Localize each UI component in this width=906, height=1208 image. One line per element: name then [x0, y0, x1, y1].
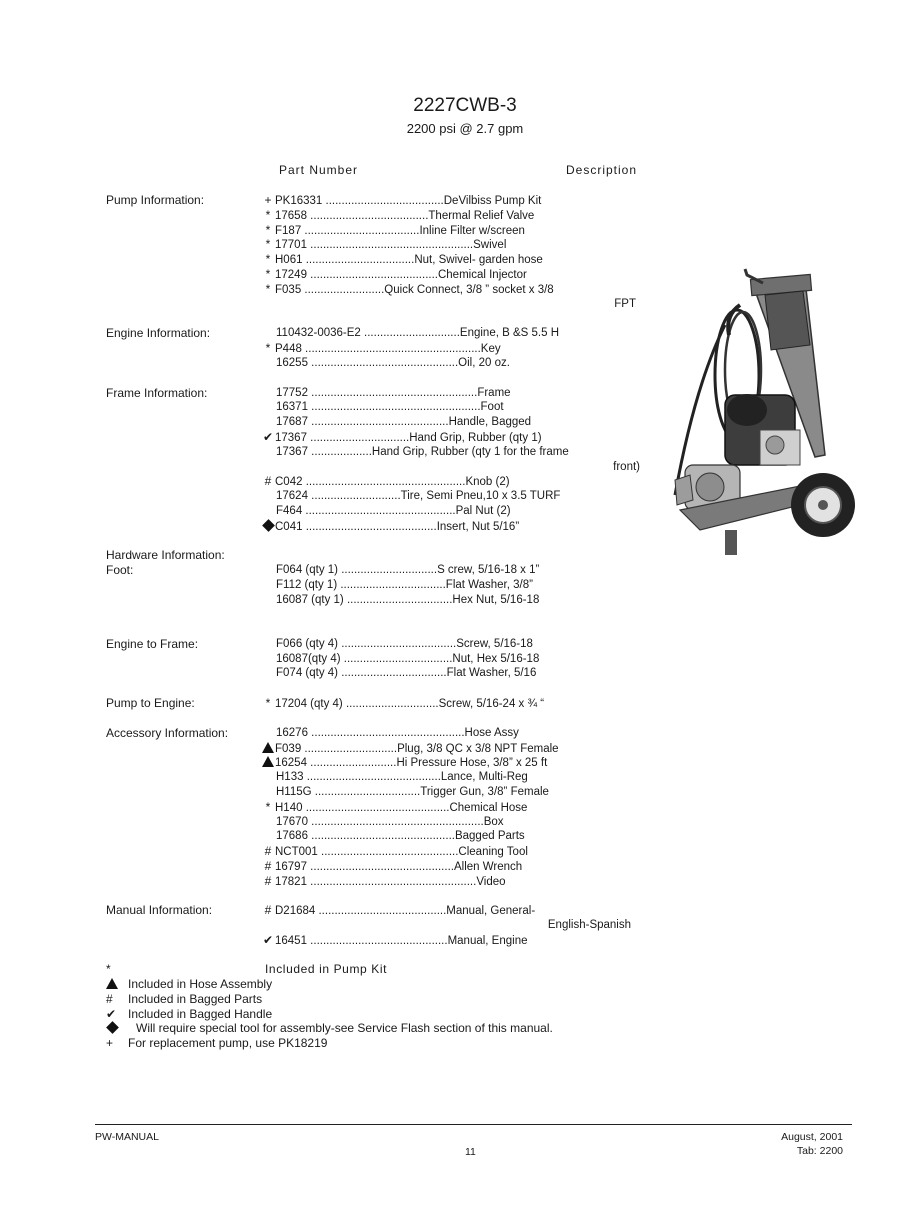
leader-dots: ........................................... — [317, 846, 459, 858]
part-row — [261, 755, 547, 770]
part-row — [261, 193, 541, 208]
leader-dots: .................................................... — [307, 387, 478, 399]
row-marker: # — [264, 874, 272, 888]
leader-dots: .................................................... — [306, 876, 477, 888]
section-label: Accessory Information: — [106, 726, 229, 740]
part-number: F112 (qty 1) — [276, 579, 338, 591]
part-description: Trigger Gun, 3/8” Female — [420, 786, 549, 798]
row-marker: # — [264, 859, 272, 873]
leader-dots: ................... — [307, 446, 372, 458]
part-number: 17670 — [276, 816, 308, 828]
part-row — [276, 445, 569, 460]
part-description: Foot — [480, 401, 504, 413]
part-description: Oil, 20 oz. — [458, 357, 510, 369]
legend-item — [106, 1036, 327, 1051]
page-title: 2227CWB-3 — [413, 95, 517, 116]
part-number: F064 (qty 1) — [276, 564, 338, 576]
part-description: English-Spanish — [547, 919, 631, 931]
row-marker: # — [264, 474, 272, 488]
part-row — [261, 696, 544, 711]
part-description: Manual, Engine — [447, 935, 528, 947]
part-number: 17821 — [275, 876, 307, 888]
leader-dots: ....................................................... — [301, 343, 481, 355]
leader-dots: .................................. — [302, 254, 415, 266]
part-description: Flat Washer, 3/8” — [445, 579, 533, 591]
part-row — [261, 519, 519, 534]
row-marker: * — [265, 800, 271, 814]
row-marker: * — [265, 696, 271, 710]
part-description: Swivel — [473, 239, 507, 251]
row-marker: * — [265, 282, 271, 296]
part-row — [276, 563, 539, 578]
triangle-icon — [262, 742, 274, 753]
section-label: Manual Information: — [106, 903, 213, 917]
part-description: Video — [476, 876, 506, 888]
leader-dots: ............................. — [301, 743, 398, 755]
part-row — [276, 593, 539, 608]
part-row — [261, 223, 525, 238]
leader-dots: ........................... — [306, 757, 397, 769]
section-label: Pump Information: — [106, 193, 205, 207]
part-description: Knob (2) — [465, 476, 510, 488]
part-description: Lance, Multi-Reg — [440, 771, 528, 783]
part-number: F039 — [275, 743, 302, 755]
leader-dots: ............................................. — [307, 830, 455, 842]
leader-dots: ................................. — [337, 579, 446, 591]
part-description: Thermal Relief Valve — [428, 210, 535, 222]
section-label: Engine Information: — [106, 326, 211, 340]
legend-text: For replacement pump, use PK18219 — [128, 1036, 328, 1050]
part-description: Nut, Swivel- garden hose — [414, 254, 543, 266]
row-marker: ✔ — [262, 933, 274, 947]
part-number: H115G — [276, 786, 312, 798]
legend-item — [106, 992, 262, 1007]
part-row — [261, 741, 559, 756]
row-marker: * — [265, 341, 271, 355]
leader-dots: ................................. — [311, 786, 421, 798]
leader-dots: ................................................... — [306, 239, 474, 251]
page-number: 11 — [465, 1146, 476, 1158]
part-description: Screw, 5/16-18 — [456, 638, 533, 650]
row-marker: + — [264, 193, 272, 207]
part-description: Chemical Hose — [449, 802, 528, 814]
footer-date: August, 2001 — [781, 1131, 843, 1143]
legend-item — [106, 1021, 553, 1036]
leader-dots: ............................ — [307, 490, 401, 502]
part-row — [261, 859, 522, 874]
part-row — [261, 237, 506, 252]
legend-marker — [106, 1021, 128, 1036]
leader-dots: ........................................ — [315, 905, 447, 917]
row-marker: * — [265, 267, 271, 281]
legend-marker: # — [106, 992, 113, 1006]
legend-text: Will require special tool for assembly-see Service Flash section of this manual. — [136, 1021, 553, 1035]
part-number: 17367 — [276, 446, 308, 458]
leader-dots: .......................................... — [303, 771, 441, 783]
part-description: Hi Pressure Hose, 3/8” x 25 ft — [396, 757, 548, 769]
part-number: D21684 — [275, 905, 316, 917]
leader-dots: ........................................... — [307, 416, 449, 428]
part-row — [261, 933, 528, 948]
part-row — [276, 815, 504, 830]
part-number: PK16331 — [275, 195, 323, 207]
part-row — [276, 785, 549, 800]
row-marker: # — [264, 903, 272, 917]
leader-dots: .................................. — [340, 653, 453, 665]
part-number: 16255 — [276, 357, 308, 369]
part-description: Frame — [477, 387, 511, 399]
part-number: 16276 — [276, 727, 308, 739]
leader-dots: ................................. — [343, 594, 453, 606]
legend-item — [106, 1007, 272, 1022]
part-description: S crew, 5/16-18 x 1” — [437, 564, 540, 576]
legend-marker: + — [106, 1036, 114, 1050]
legend-text: Included in Bagged Parts — [128, 992, 263, 1006]
part-row — [261, 208, 534, 223]
part-number: 16451 — [275, 935, 307, 947]
leader-dots: ............................. — [342, 698, 439, 710]
part-row — [276, 400, 504, 415]
leader-dots: .................................... — [301, 225, 420, 237]
part-row — [261, 341, 501, 356]
section-label: Pump to Engine: — [106, 696, 195, 710]
part-row — [261, 282, 554, 297]
section-label: Frame Information: — [106, 386, 208, 400]
part-number: 17249 — [275, 269, 307, 281]
part-number: P448 — [275, 343, 302, 355]
part-number: H140 — [275, 802, 303, 814]
legend-marker: ✔ — [106, 1007, 117, 1021]
part-number: 17752 — [276, 387, 308, 399]
section-label: Hardware Information: — [106, 548, 225, 562]
footer-tab: Tab: 2200 — [796, 1145, 843, 1157]
legend-text: Included in Pump Kit — [265, 962, 388, 976]
part-row — [261, 430, 542, 445]
leader-dots: ................................. — [338, 667, 447, 679]
part-row — [276, 356, 510, 371]
part-description: Allen Wrench — [453, 861, 523, 873]
row-marker: ✔ — [262, 430, 274, 444]
row-marker: * — [265, 252, 271, 266]
leader-dots: ........................................... — [306, 935, 448, 947]
part-description: Chemical Injector — [437, 269, 527, 281]
diamond-icon — [106, 1021, 119, 1034]
part-number: 17686 — [276, 830, 308, 842]
part-description: Inline Filter w/screen — [419, 225, 525, 237]
legend-item — [106, 977, 272, 992]
triangle-icon — [106, 978, 118, 989]
leader-dots: ..................................................... — [307, 401, 481, 413]
part-number: 16087 (qty 1) — [276, 594, 344, 606]
part-description: Hose Assy — [464, 727, 519, 739]
part-number: 17624 — [276, 490, 308, 502]
part-description: Pal Nut (2) — [455, 505, 511, 517]
diamond-icon — [262, 519, 275, 532]
part-description: Handle, Bagged — [448, 416, 532, 428]
part-row — [261, 874, 506, 889]
row-marker: * — [265, 237, 271, 251]
part-number: 17701 — [275, 239, 307, 251]
leader-dots: .................................................. — [302, 476, 466, 488]
row-marker — [261, 741, 275, 756]
leader-dots: ......................................... — [302, 521, 437, 533]
part-row — [261, 252, 543, 267]
part-row — [261, 474, 510, 489]
part-number: C041 — [275, 521, 303, 533]
leader-dots: ............................................. — [302, 802, 450, 814]
part-row — [276, 652, 539, 667]
part-row — [276, 386, 511, 401]
part-description: Manual, General- — [446, 905, 536, 917]
part-row — [276, 829, 525, 844]
part-row — [276, 504, 511, 519]
footer-manual-label: PW-MANUAL — [95, 1131, 159, 1143]
part-description: front) — [613, 461, 640, 473]
leader-dots: ............................................... — [302, 505, 456, 517]
part-row — [261, 903, 535, 918]
part-number: 110432-0036-E2 — [276, 327, 361, 339]
part-number: 16371 — [276, 401, 308, 413]
part-description: Insert, Nut 5/16” — [436, 521, 520, 533]
part-number: C042 — [275, 476, 303, 488]
leader-dots: .................................... — [338, 638, 457, 650]
part-description: Cleaning Tool — [458, 846, 528, 858]
part-description: Key — [480, 343, 501, 355]
legend-text: Included in Bagged Handle — [128, 1007, 273, 1021]
row-marker — [261, 755, 275, 770]
part-row — [276, 770, 528, 785]
part-description: Quick Connect, 3/8 ” socket x 3/8 — [384, 284, 554, 296]
part-description: Plug, 3/8 QC x 3/8 NPT Female — [397, 743, 559, 755]
part-row — [276, 578, 533, 593]
part-row — [276, 726, 519, 741]
leader-dots: ......................... — [301, 284, 385, 296]
part-row — [261, 800, 527, 815]
part-description: DeVilbiss Pump Kit — [443, 195, 542, 207]
part-row — [276, 326, 559, 341]
part-number: 17687 — [276, 416, 308, 428]
leader-dots: .............................................. — [307, 357, 459, 369]
part-description: Hand Grip, Rubber (qty 1 for the frame — [371, 446, 569, 458]
leader-dots: ........................................ — [306, 269, 438, 281]
part-number: 16087(qty 4) — [276, 653, 341, 665]
part-number: 16254 — [275, 757, 307, 769]
legend-marker: * — [106, 962, 111, 976]
part-description: Engine, B &S 5.5 H — [459, 327, 559, 339]
description-header: Description — [566, 163, 638, 177]
part-description: FPT — [614, 298, 636, 310]
leader-dots: ..................................... — [322, 195, 444, 207]
part-row — [261, 267, 527, 282]
part-number: F074 (qty 4) — [276, 667, 338, 679]
row-marker: * — [265, 223, 271, 237]
part-description: Nut, Hex 5/16-18 — [452, 653, 540, 665]
part-description: Box — [483, 816, 504, 828]
leader-dots: ...................................................... — [307, 816, 484, 828]
part-description: Bagged Parts — [454, 830, 525, 842]
page-subtitle: 2200 psi @ 2.7 gpm — [406, 121, 524, 136]
part-number: F464 — [276, 505, 303, 517]
part-description: Tire, Semi Pneu,10 x 3.5 TURF — [400, 490, 561, 502]
row-marker: # — [264, 844, 272, 858]
leader-dots: ..................................... — [306, 210, 429, 222]
part-number: F187 — [275, 225, 302, 237]
part-row — [261, 844, 528, 859]
part-number: H133 — [276, 771, 304, 783]
part-description: Hex Nut, 5/16-18 — [452, 594, 540, 606]
part-row — [276, 489, 560, 504]
legend-marker — [106, 977, 128, 992]
part-number: 16797 — [275, 861, 307, 873]
part-description: Hand Grip, Rubber (qty 1) — [409, 432, 542, 444]
leader-dots: ................................................ — [307, 727, 465, 739]
part-number: 17658 — [275, 210, 307, 222]
leader-dots: .............................. — [338, 564, 438, 576]
legend-text: Included in Hose Assembly — [128, 977, 273, 991]
part-number: F066 (qty 4) — [276, 638, 338, 650]
part-number: F035 — [275, 284, 302, 296]
part-row — [276, 637, 533, 652]
triangle-icon — [262, 756, 274, 767]
part-number: 17367 — [275, 432, 307, 444]
pressure-washer-illustration — [655, 265, 880, 565]
part-number: NCT001 — [275, 846, 318, 858]
section-label: Engine to Frame: — [106, 637, 199, 651]
part-number-header: Part Number — [279, 163, 359, 177]
part-row — [276, 415, 531, 430]
leader-dots: ............................... — [306, 432, 410, 444]
part-row — [276, 666, 536, 681]
leader-dots: .............................. — [360, 327, 460, 339]
row-marker: * — [265, 208, 271, 222]
legend-item — [106, 962, 387, 977]
part-number: 17204 (qty 4) — [275, 698, 343, 710]
leader-dots: ............................................. — [306, 861, 454, 873]
part-description: Flat Washer, 5/16 — [446, 667, 537, 679]
footer-rule — [95, 1124, 852, 1125]
part-description: Screw, 5/16-24 x ¾ “ — [438, 698, 545, 710]
part-number: H061 — [275, 254, 303, 266]
section-label: Foot: — [106, 563, 134, 577]
row-marker — [261, 519, 275, 534]
